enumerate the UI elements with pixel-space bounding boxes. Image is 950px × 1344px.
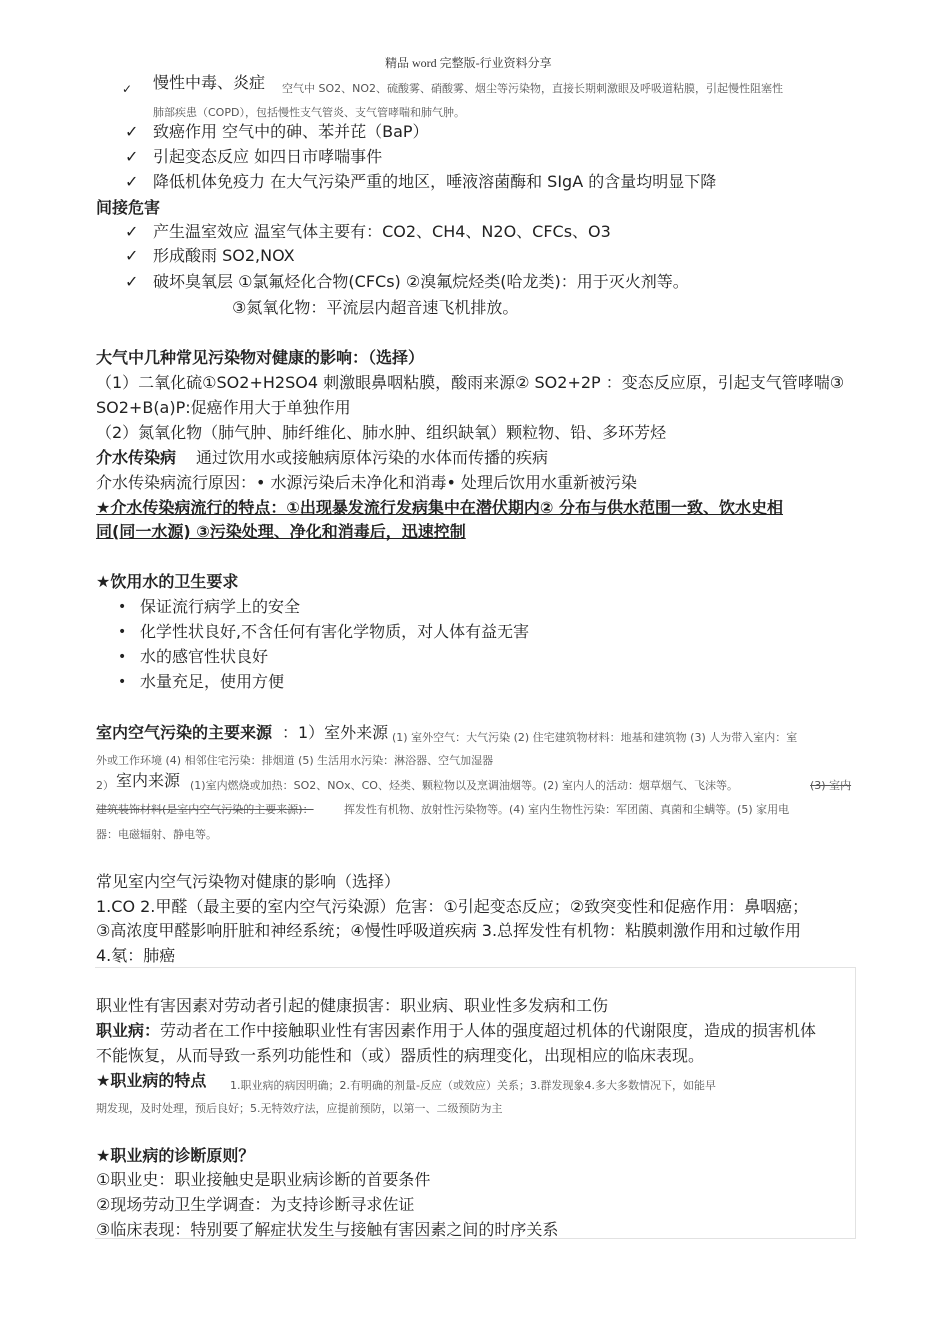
pollutants-so2-b: SO2+B(a)P:促癌作用大于单独作用 [96,398,351,417]
indoor-outdoor-note-2: 外或工作环境 (4) 相邻住宅污染：排烟道 (5) 生活用水污染：淋浴器、空气加湿器 [96,754,494,767]
water-features-2: 同(同一水源) ③污染处理、净化和消毒后，迅速控制 [96,522,466,541]
diagnosis-title: ★职业病的诊断原则？ [96,1146,255,1165]
item-chronic-note: 空气中 SO2、NO2、硫酸雾、硝酸雾、烟尘等污染物，直接长期刺激眼及呼吸道粘膜，引起慢性阻塞性 [282,82,784,95]
drinking-item: 化学性状良好,不含任何有害化学物质，对人体有益无害 [140,622,530,641]
water-def-label: 介水传染病 [96,448,177,467]
drinking-title: ★饮用水的卫生要求 [96,572,239,591]
diagnosis-3: ③临床表现：特别要了解症状发生与接触有害因素之间的时序关系 [96,1220,559,1239]
pollutants-nox: （2）氮氧化物（肺气肿、肺纤维化、肺水肿、组织缺氧）颗粒物、铅、多环芳烃 [96,423,667,442]
water-features-1: ★介水传染病流行的特点：①出现暴发流行发病集中在潜伏期内② 分布与供水范围一致、饮水史相 [96,498,784,517]
indoor-inner-note-3: 器：电磁辐射、静电等。 [96,828,217,841]
check-icon: ✓ [125,246,139,265]
indoor-inner-note: (1)室内燃烧或加热：SO2、NOx、CO、烃类、颗粒物以及烹调油烟等。(2) 室内人的活动：烟草烟气、飞沫等。 [190,779,739,792]
indoor-outdoor-note: (1) 室外空气：大气污染 (2) 住宅建筑物材料：地基和建筑物 (3) 人为带入室内：室 [392,731,798,744]
drinking-item: 保证流行病学上的安全 [140,597,301,616]
occ-disease-def: 劳动者在工作中接触职业性有害因素作用于人体的强度超过机体的代谢限度，造成的损害机体 [160,1021,817,1040]
check-icon: ✓ [122,82,133,96]
effects-line-1: 1.CO 2.甲醛（最主要的室内空气污染源）危害：①引起变态反应；②致突变性和促癌作用：鼻咽癌； [96,897,809,916]
occ-harm: 职业性有害因素对劳动者引起的健康损害：职业病、职业性多发病和工伤 [96,996,609,1015]
bullet-icon: • [118,599,127,615]
drinking-item: 水量充足，使用方便 [140,672,285,691]
item-greenhouse: 产生温室效应 温室气体主要有：CO2、CH4、N2O、CFCs、O3 [153,222,611,241]
effects-title: 常见室内空气污染物对健康的影响（选择） [96,872,401,891]
check-icon: ✓ [125,222,139,241]
item-ozone-nox: ③氮氧化物：平流层内超音速飞机排放。 [232,298,519,317]
diagnosis-1: ①职业史：职业接触史是职业病诊断的首要条件 [96,1170,431,1189]
bullet-icon: • [118,624,127,640]
item-ozone: 破坏臭氧层 ①氯氟烃化合物(CFCs) ②溴氟烷烃类(哈龙类)：用于灭火剂等。 [153,272,689,291]
occ-disease-def-2: 不能恢复，从而导致一系列功能性和（或）器质性的病理变化，出现相应的临床表现。 [96,1046,705,1065]
pollutants-title: 大气中几种常见污染物对健康的影响：（选择） [96,348,425,367]
indoor-inner-note-struck: (3) 室内 [810,779,852,792]
effects-line-2: ③高浓度甲醛影响肝脏和神经系统；④慢性呼吸道疾病 3.总挥发性有机物：粘膜刺激作用和过敏作用 [96,921,802,940]
bullet-icon: • [118,649,127,665]
indoor-materials-struck: 建筑装饰材料(是室内空气污染的主要来源)： [96,803,314,816]
check-icon: ✓ [125,172,139,191]
item-immunity: 降低机体免疫力 在大气污染严重的地区，唾液溶菌酶和 SIgA 的含量均明显下降 [153,172,717,191]
check-icon: ✓ [125,147,139,166]
check-icon: ✓ [125,272,139,291]
effects-line-3: 4.氡：肺癌 [96,946,176,965]
indoor-inner: 室内来源 [116,771,181,790]
item-chronic-poisoning: 慢性中毒、炎症 [153,73,266,92]
item-carcinogenic: 致癌作用 空气中的砷、苯并芘（BaP） [153,122,429,141]
indirect-heading: 间接危害 [96,198,161,217]
bullet-icon: • [118,674,127,690]
occ-features-2: 期发现，及时处理，预后良好；5.无特效疗法，应提前预防，以第一、二级预防为主 [96,1102,503,1115]
indoor-title: 室内空气污染的主要来源 [96,723,273,742]
indoor-inner-num: 2） [96,779,114,792]
occ-disease-label: 职业病： [96,1021,161,1040]
indoor-outdoor: ：1）室外来源 [282,723,389,742]
indoor-inner-note-2: 挥发性有机物、放射性污染物等。(4) 室内生物性污染：军团菌、真菌和尘螨等。(5) 家用电 [344,803,790,816]
item-chronic-note-2: 肺部疾患（COPD），包括慢性支气管炎、支气管哮喘和肺气肿。 [153,106,465,119]
drinking-item: 水的感官性状良好 [140,647,269,666]
diagnosis-2: ②现场劳动卫生学调查：为支持诊断寻求佐证 [96,1195,415,1214]
check-icon: ✓ [125,122,139,141]
item-allergy: 引起变态反应 如四日市哮喘事件 [153,147,383,166]
page-header: 精品 word 完整版-行业资料分享 [385,56,552,70]
pollutants-so2: （1）二氧化硫①SO2+H2SO4 刺激眼鼻咽粘膜，酸雨来源② SO2+2P ：变态反应原，引起支气管哮喘③ [96,373,845,392]
occ-features-label: ★职业病的特点 [96,1071,207,1090]
item-acid-rain: 形成酸雨 SO2,NOX [153,246,295,265]
occ-features: 1.职业病的病因明确；2.有明确的剂量-反应（或效应）关系；3.群发现象4.多大多数情况下，如能早 [230,1079,716,1092]
water-cause: 介水传染病流行原因：• 水源污染后未净化和消毒• 处理后饮用水重新被污染 [96,473,638,492]
water-def: 通过饮用水或接触病原体污染的水体而传播的疾病 [196,448,549,467]
